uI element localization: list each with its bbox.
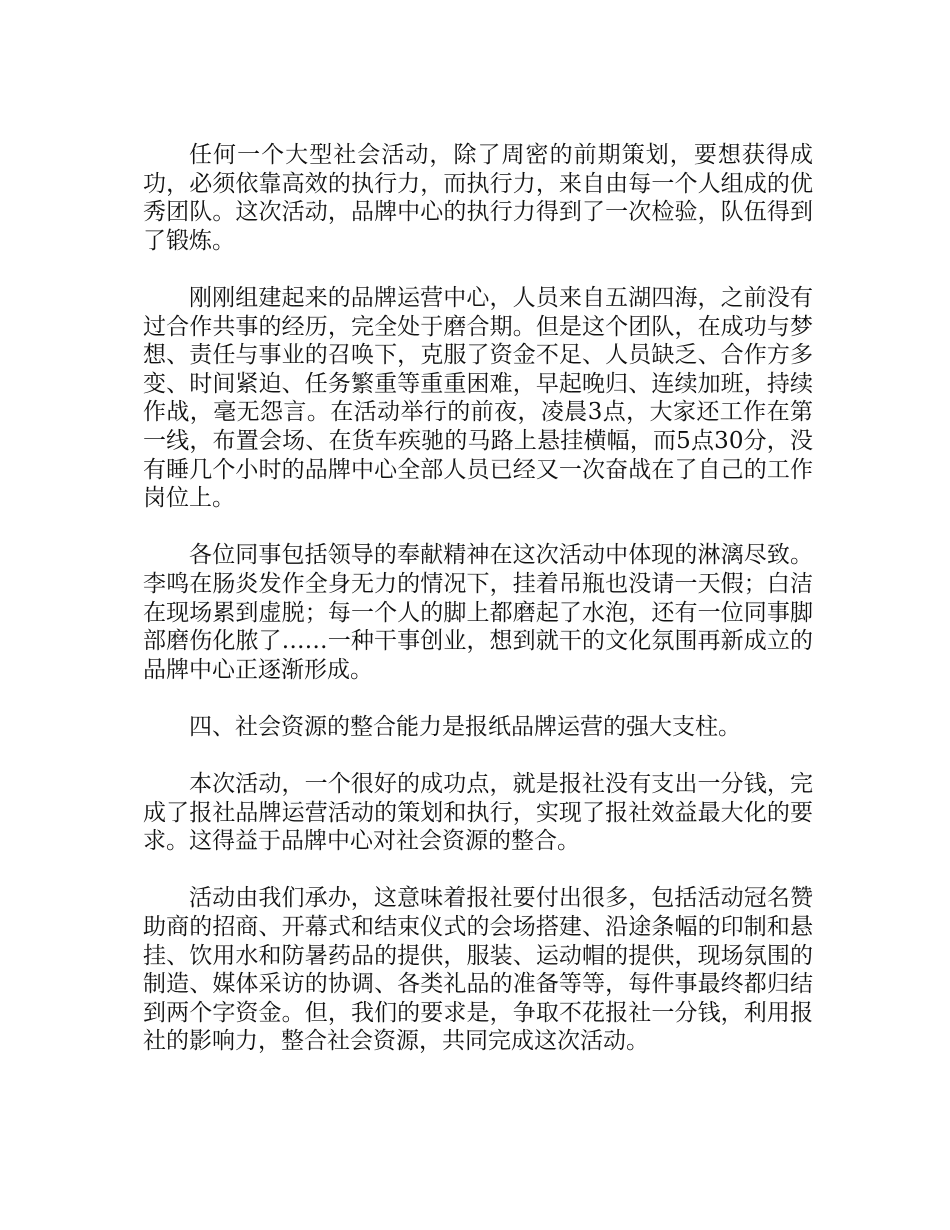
paragraph-resource-integration: 活动由我们承办，这意味着报社要付出很多，包括活动冠名赞助商的招商、开幕式和结束仪式的会场搭建、沿途条幅的印制和悬挂、饮用水和防暑药品的提供，服装、运动帽的提供，现场氛围的制造、媒体采访的协调、各类礼品的准备等等，每件事最终都归结到两个字资金。但，我们的要求是，争取不花报社一分钱，利用报社的影响力，整合社会资源，共同完成这次活动。: [143, 885, 813, 1055]
paragraph-teamwork: 任何一个大型社会活动，除了周密的前期策划，要想获得成功，必须依靠高效的执行力，而执行力，来自由每一个人组成的优秀团队。这次活动，品牌中心的执行力得到了一次检验，队伍得到了锻炼。: [143, 142, 813, 254]
document-body: [143, 141, 813, 1085]
paragraph-dedication: 各位同事包括领导的奉献精神在这次活动中体现的淋漓尽致。李鸣在肠炎发作全身无力的情况下，挂着吊瓶也没请一天假；白洁在现场累到虚脱；每一个人的脚上都磨起了水泡，还有一位同事脚部磨伤化脓了……一种干事创业，想到就干的文化氛围再新成立的品牌中心正逐渐形成。: [143, 542, 813, 683]
paragraph-brand-center: 刚刚组建起来的品牌运营中心，人员来自五湖四海，之前没有过合作共事的经历，完全处于磨合期。但是这个团队，在成功与梦想、责任与事业的召唤下，克服了资金不足、人员缺乏、合作方多变、时间紧迫、任务繁重等重重困难，早起晚归、连续加班，持续作战，毫无怨言。在活动举行的前夜，凌晨3点，大家还工作在第一线，布置会场、在货车疾驰的马路上悬挂横幅，而5点30分，没有睡几个小时的品牌中心全部人员已经又一次奋战在了自己的工作岗位上。: [143, 284, 813, 512]
section-heading-resources: 四、社会资源的整合能力是报纸品牌运营的强大支柱。: [189, 713, 741, 740]
paragraph-no-cost: 本次活动，一个很好的成功点，就是报社没有支出一分钱，完成了报社品牌运营活动的策划和执行，实现了报社效益最大化的要求。这得益于品牌中心对社会资源的整合。: [143, 771, 813, 855]
